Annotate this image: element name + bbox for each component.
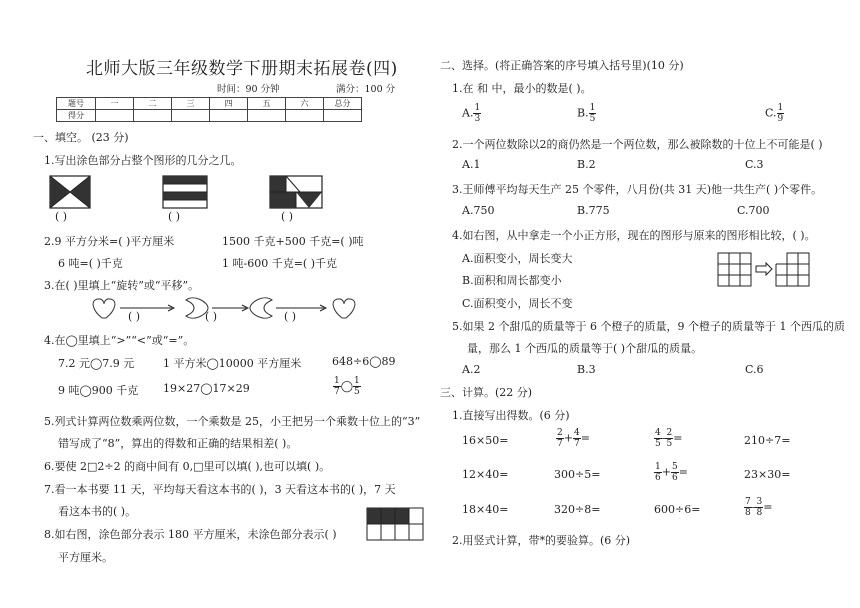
score-table-header-row: [57, 98, 362, 110]
compare-item: 7.2 元◯7.9 元: [58, 357, 135, 370]
s1-question-8a: 8.如右图，涂色部分表示 180 平方厘米，未涂色部分表示( ): [44, 528, 337, 541]
time-limit: 时间：90 分钟: [217, 84, 280, 95]
full-score: 满分：100 分: [336, 84, 396, 95]
s3-question-2: 2.用竖式计算，带*的要验算。(6 分): [452, 534, 631, 547]
s2-question-3: 3.王师傅平均每天生产 25 个零件，八月份(共 31 天)他一共生产( )个零件。: [452, 183, 823, 196]
choice-option[interactable]: C.面积变小，周长不变: [462, 297, 573, 310]
answer-paren[interactable]: ( ): [55, 210, 68, 223]
choice-option[interactable]: C. $\frac{1}{9}$: [765, 103, 784, 124]
score-cell: [172, 110, 210, 122]
s2-question-2: 2.一个两位数除以2的商仍然是一个两位数，那么被除数的十位上不可能是( ): [452, 138, 823, 151]
s2-question-5b: 量，那么 1 个西瓜的质量等于( )个甜瓜的质量。: [467, 342, 703, 355]
choice-option[interactable]: B.2: [577, 158, 596, 171]
calc-item: 300÷5=: [554, 468, 601, 481]
score-table-header: 二: [134, 98, 172, 110]
grid-comparison-figure: [718, 253, 838, 289]
fraction-figure-composite: [270, 176, 322, 208]
calc-fraction-item: $\frac{2}{7}$ + $\frac{4}{7}$ =: [557, 428, 590, 449]
score-cell: [286, 110, 324, 122]
score-table-header: 三: [172, 98, 210, 110]
score-table-header: 总分: [324, 98, 362, 110]
s1-question-8b: 平方厘米。: [58, 551, 113, 564]
s1-question-7b: 看这本书的( )。: [58, 505, 137, 518]
calc-item: 210÷7=: [744, 434, 791, 447]
s1-question-1: 1.写出涂色部分占整个图形的几分之几。: [44, 154, 242, 167]
choice-option[interactable]: C.700: [737, 204, 770, 217]
calc-item: 16×50=: [462, 434, 509, 447]
fraction-figure-stripes: [163, 176, 207, 208]
score-cell: [324, 110, 362, 122]
compare-fraction-item: $\frac{1}{7}$ ◯ $\frac{1}{5}$: [334, 376, 360, 397]
score-table-score-row: [57, 110, 362, 122]
section2-title: 二、选择。(将正确答案的序号填入括号里)(10 分): [440, 59, 684, 72]
calc-fraction-item: $\frac{7}{8}$ - $\frac{3}{8}$ =: [745, 497, 773, 518]
score-table-header: 五: [248, 98, 286, 110]
choice-option[interactable]: B.面积和周长都变小: [462, 274, 562, 287]
s1-question-5b: 错写成了“8”，算出的得数和正确的结果相差( )。: [58, 437, 298, 450]
score-table-header: 一: [96, 98, 134, 110]
s2-question-4: 4.如右图，从中拿走一个小正方形，现在的图形与原来的图形相比较，( )。: [452, 229, 816, 242]
s1-question-3: 3.在( )里填上“旋转”或“平移”。: [44, 279, 200, 292]
score-cell: [248, 110, 286, 122]
s1-question-2b: 1500 千克+500 千克=( )吨: [222, 235, 364, 248]
score-row-label: 得分: [57, 110, 96, 122]
s1-question-4: 4.在◯里填上“>”“<”或“=”。: [44, 334, 195, 347]
calc-fraction-item: $\frac{1}{6}$ + $\frac{5}{6}$ =: [655, 462, 688, 483]
compare-item: 19×27◯17×29: [163, 382, 250, 395]
score-cell: [96, 110, 134, 122]
answer-paren[interactable]: ( ): [284, 310, 297, 323]
compare-item: 648÷6◯89: [332, 355, 396, 368]
s2-question-1: 1.在 和 中，最小的数是( )。: [452, 82, 592, 95]
compare-item: 9 吨◯900 千克: [58, 384, 139, 397]
area-grid-figure: [367, 508, 423, 540]
s1-question-5a: 5.列式计算两位数乘两位数，一个乘数是 25，小王把另一个乘数十位上的“3”: [44, 415, 421, 428]
calc-item: 600÷6=: [654, 503, 701, 516]
calc-item: 23×30=: [744, 468, 791, 481]
calc-item: 320÷8=: [554, 503, 601, 516]
score-cell: [134, 110, 172, 122]
s2-question-5a: 5.如果 2 个甜瓜的质量等于 6 个橙子的质量，9 个橙子的质量等于 1 个西瓜的质: [452, 320, 845, 333]
choice-option[interactable]: A. $\frac{1}{3}$: [462, 103, 481, 124]
section1-title: 一、填空。 (23 分): [33, 131, 129, 144]
answer-paren[interactable]: ( ): [281, 210, 294, 223]
s3-question-1: 1.直接写出得数。(6 分): [452, 409, 570, 422]
answer-paren[interactable]: ( ): [168, 210, 181, 223]
answer-paren[interactable]: ( ): [128, 310, 141, 323]
s1-question-2a: 2.9 平方分米=( )平方厘米: [44, 235, 175, 248]
score-table-header: 四: [210, 98, 248, 110]
s1-question-2c: 6 吨=( )千克: [58, 257, 123, 270]
s1-question-2d: 1 吨-600 千克=( )千克: [222, 257, 338, 270]
calc-item: 18×40=: [462, 503, 509, 516]
s1-question-6: 6.要使 2□2÷2 的商中间有 0,□里可以填( ),也可以填( )。: [44, 460, 331, 473]
calc-fraction-item: $\frac{4}{5}$ - $\frac{2}{5}$ =: [655, 428, 683, 449]
choice-option[interactable]: A.2: [462, 363, 481, 376]
section3-title: 三、计算。(22 分): [440, 386, 533, 399]
score-cell: [210, 110, 248, 122]
calc-item: 12×40=: [462, 468, 509, 481]
choice-option[interactable]: B.3: [577, 363, 596, 376]
choice-option[interactable]: C.6: [745, 363, 764, 376]
choice-option[interactable]: C.3: [745, 158, 764, 171]
choice-option[interactable]: A.面积变小，周长变大: [462, 252, 573, 265]
score-table: [56, 97, 362, 122]
choice-option[interactable]: B. $\frac{1}{5}$: [577, 103, 596, 124]
choice-option[interactable]: A.750: [462, 204, 495, 217]
compare-item: 1 平方米◯10000 平方厘米: [163, 357, 302, 370]
score-table-header: 题号: [57, 98, 96, 110]
paper-title: 北师大版三年级数学下册期末拓展卷(四): [86, 59, 398, 79]
score-table-header: 六: [286, 98, 324, 110]
choice-option[interactable]: B.775: [577, 204, 610, 217]
answer-paren[interactable]: ( ): [205, 310, 218, 323]
fraction-figure-square-x: [50, 176, 90, 208]
choice-option[interactable]: A.1: [462, 158, 481, 171]
s1-question-7a: 7.看一本书要 11 天，平均每天看这本书的( )，3 天看这本书的( )，7 天: [44, 483, 396, 496]
